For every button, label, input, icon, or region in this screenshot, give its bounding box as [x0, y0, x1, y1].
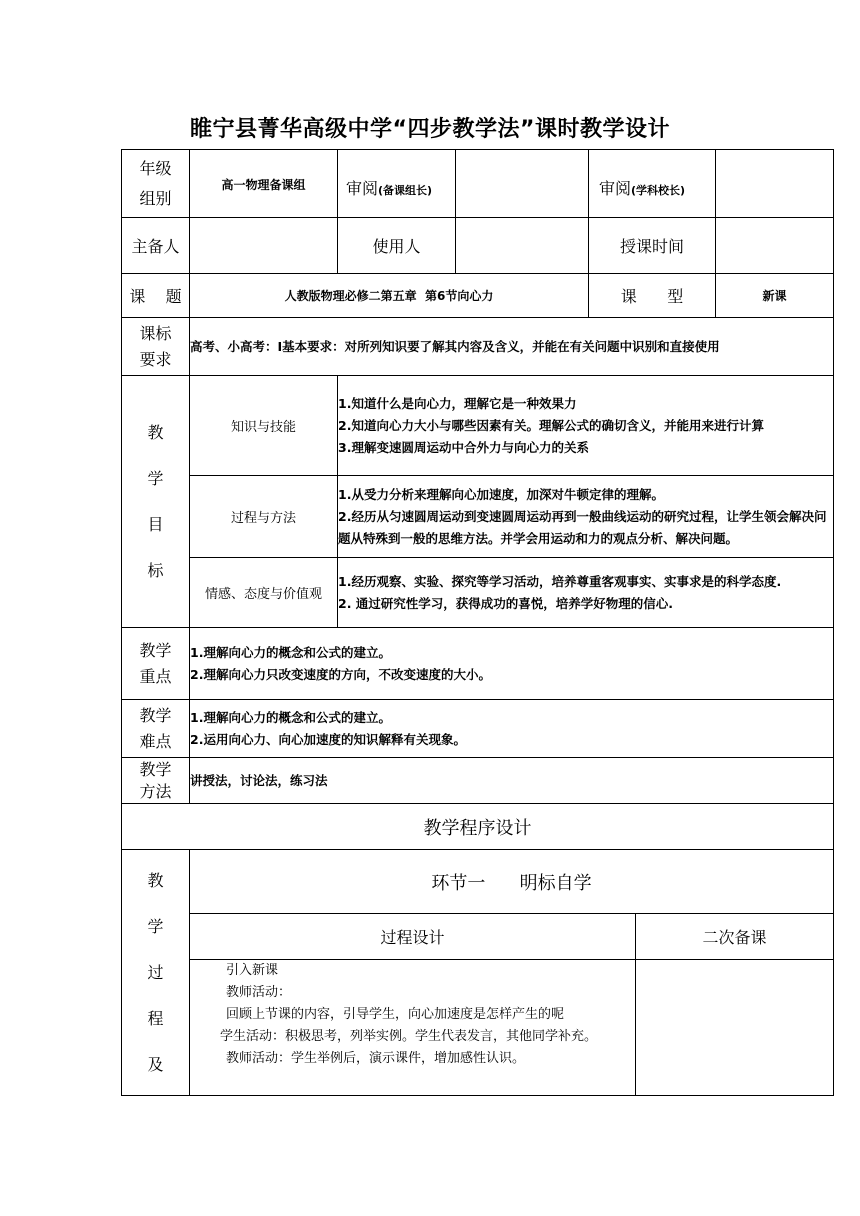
- process-char-2: 学: [147, 917, 164, 936]
- objective-text-process: [338, 476, 834, 558]
- program-title-row: [122, 804, 834, 850]
- objective-line: 2.知道向心力大小与哪些因素有关。理解公式的确切含义，并能用来进行计算: [338, 417, 764, 433]
- topic-value: 人教版物理必修二第五章 第6节向心力: [190, 274, 589, 318]
- topic-label: 课 题: [122, 274, 190, 318]
- objective-line: 1.经历观察、实验、探究等学习活动，培养尊重客观事实、实事求是的科学态度.: [338, 573, 782, 589]
- key-points-label: [122, 628, 190, 700]
- review1-value[interactable]: [456, 150, 589, 218]
- type-value: 新课: [716, 274, 834, 318]
- process-paragraph: 教师活动：学生举例后，演示课件，增加感性认识。: [226, 1051, 526, 1066]
- process-col-design: 过程设计: [190, 914, 636, 960]
- review2-label: 审阅: [599, 179, 632, 198]
- user-label: 使用人: [338, 218, 456, 274]
- header-row-1: [122, 150, 834, 218]
- user-value[interactable]: [456, 218, 589, 274]
- objectives-label: [122, 376, 190, 628]
- difficulties-row: [122, 700, 834, 758]
- review1-cell: [338, 150, 456, 218]
- process-char-4: 程: [147, 1009, 164, 1028]
- difficulties-text: [190, 700, 834, 758]
- review2-cell: [589, 150, 716, 218]
- process-paragraph: 学生活动：积极思考，列举实例。学生代表发言，其他同学补充。: [220, 1029, 598, 1044]
- objective-label-knowledge: 知识与技能: [190, 376, 338, 476]
- header-row-3: [122, 274, 834, 318]
- process-side-label: [122, 850, 190, 1096]
- grade-label-line2: 组别: [139, 188, 172, 208]
- program-title: 教学程序设计: [122, 804, 834, 850]
- process-col-second: 二次备课: [636, 914, 834, 960]
- difficulty-line: 2.运用向心力、向心加速度的知识解释有关现象。: [190, 731, 466, 747]
- difficulties-label-line2: 难点: [139, 731, 172, 751]
- review2-value[interactable]: [716, 150, 834, 218]
- difficulty-line: 1.理解向心力的概念和公式的建立。: [190, 709, 391, 725]
- objectives-char-1: 教: [147, 422, 164, 442]
- key-points-label-line1: 教学: [139, 640, 172, 660]
- process-stage-title: 环节一 明标自学: [190, 850, 834, 914]
- objective-text-knowledge: [338, 376, 834, 476]
- standards-row: [122, 318, 834, 376]
- header-row-2: [122, 218, 834, 274]
- standards-label-line2: 要求: [139, 349, 172, 369]
- standards-text: 高考、小高考：Ⅰ基本要求：对所列知识要了解其内容及含义，并能在有关问题中识别和直接使用: [190, 318, 834, 376]
- process-paragraph: 引入新课: [226, 963, 279, 978]
- objectives-char-4: 标: [147, 560, 164, 580]
- objectives-char-2: 学: [147, 468, 164, 488]
- process-second-prep[interactable]: [636, 960, 834, 1096]
- group-name: 高一物理备课组: [190, 150, 338, 218]
- grade-group-label: [122, 150, 190, 218]
- objective-row-process: [122, 476, 834, 558]
- objectives-char-3: 目: [147, 514, 164, 534]
- process-design-text: [190, 960, 636, 1096]
- methods-label-line2: 方法: [139, 781, 172, 801]
- objective-row-knowledge: [122, 376, 834, 476]
- process-stage-row: [122, 850, 834, 914]
- time-label: 授课时间: [589, 218, 716, 274]
- objective-label-process: 过程与方法: [190, 476, 338, 558]
- process-content-row: [122, 960, 834, 1096]
- type-label: 课 型: [589, 274, 716, 318]
- time-value[interactable]: [716, 218, 834, 274]
- difficulties-label: [122, 700, 190, 758]
- methods-row: [122, 758, 834, 804]
- methods-label-line1: 教学: [139, 759, 172, 779]
- process-char-1: 教: [147, 871, 164, 890]
- key-point-line: 2.理解向心力只改变速度的方向，不改变速度的大小。: [190, 666, 491, 682]
- key-point-line: 1.理解向心力的概念和公式的建立。: [190, 644, 391, 660]
- standards-label: [122, 318, 190, 376]
- lesson-plan-table: [121, 149, 834, 1096]
- review1-label: 审阅: [346, 179, 379, 198]
- key-points-label-line2: 重点: [139, 666, 172, 686]
- key-points-text: [190, 628, 834, 700]
- preparer-label: 主备人: [122, 218, 190, 274]
- process-header-row: [122, 914, 834, 960]
- objective-line: 1.从受力分析来理解向心加速度，加深对牛顿定律的理解。: [338, 486, 664, 502]
- page-title: 睢宁县菁华高级中学“四步教学法”课时教学设计: [190, 117, 670, 142]
- process-char-3: 过: [147, 963, 164, 982]
- standards-label-line1: 课标: [139, 323, 172, 343]
- difficulties-label-line1: 教学: [139, 705, 172, 725]
- objective-line: 1.知道什么是向心力，理解它是一种效果力: [338, 395, 577, 411]
- process-paragraph: 教师活动：: [226, 985, 292, 1000]
- objective-line: 2. 通过研究性学习，获得成功的喜悦，培养学好物理的信心.: [338, 595, 674, 611]
- objective-row-attitude: [122, 558, 834, 628]
- preparer-value[interactable]: [190, 218, 338, 274]
- key-points-row: [122, 628, 834, 700]
- objective-label-attitude: 情感、态度与价值观: [190, 558, 338, 628]
- objective-line: 3.理解变速圆周运动中合外力与向心力的关系: [338, 439, 589, 455]
- process-paragraph: 回顾上节课的内容，引导学生，向心加速度是怎样产生的呢: [226, 1007, 565, 1022]
- review1-note: (备课组长): [378, 184, 433, 197]
- objective-text-attitude: [338, 558, 834, 628]
- methods-label: [122, 758, 190, 804]
- grade-label-line1: 年级: [139, 158, 172, 178]
- process-char-5: 及: [147, 1055, 164, 1074]
- review2-note: (学科校长): [631, 184, 686, 197]
- methods-text: 讲授法，讨论法，练习法: [190, 758, 834, 804]
- objective-line: 2.经历从匀速圆周运动到变速圆周运动再到一般曲线运动的研究过程，让学生领会解决问题从特殊到一般的思维方法。并学会用运动和力的观点分析、解决问题。: [338, 508, 827, 546]
